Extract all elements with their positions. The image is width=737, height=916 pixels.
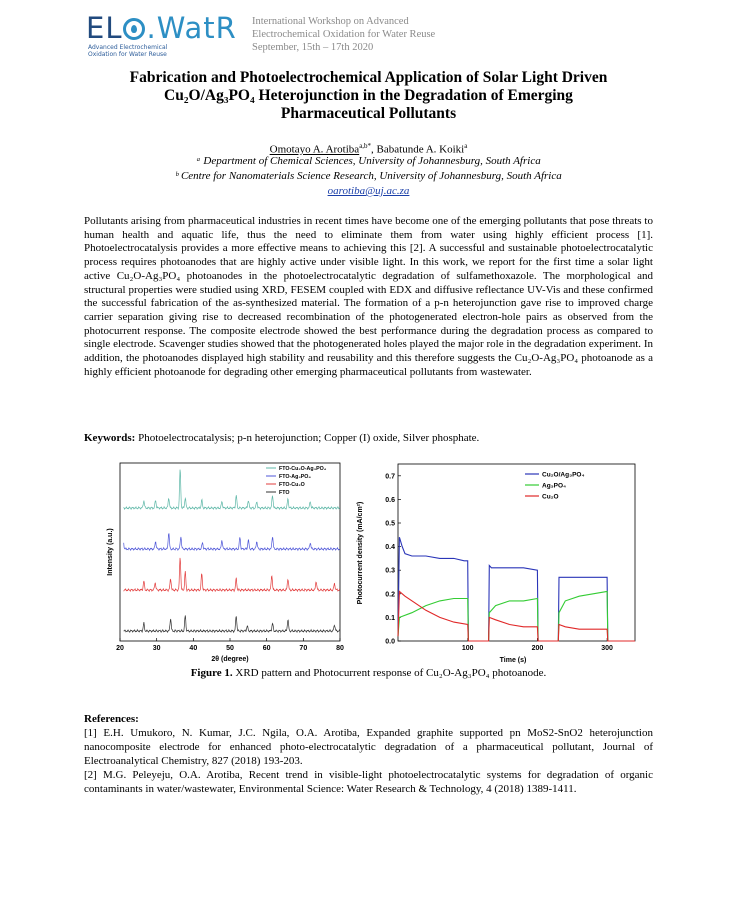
affiliation-b: ᵇ Centre for Nanomaterials Science Research, University of Johannesburg, South Africa bbox=[175, 170, 562, 182]
title-line-2: Cu₂O/Ag₃PO₄ Heterojunction in the Degradation of Emerging bbox=[164, 87, 573, 104]
photocurrent-chart bbox=[353, 458, 643, 668]
xrd-x-tick-label: 30 bbox=[152, 645, 161, 652]
paper-title bbox=[60, 69, 677, 123]
xrd-x-tick-label: 20 bbox=[116, 645, 124, 652]
author-1-affiliation: a,b* bbox=[359, 142, 372, 150]
photocurrent-series-line bbox=[398, 591, 635, 641]
logo-text-right: WatR bbox=[156, 11, 237, 45]
references bbox=[84, 712, 653, 796]
xrd-chart bbox=[100, 458, 350, 668]
author-2-affiliation: a bbox=[464, 142, 468, 150]
photocurrent-x-tick-label: 300 bbox=[601, 645, 613, 652]
xrd-series-line bbox=[124, 615, 340, 632]
xrd-legend-label: FTO-Cu₂O-Ag₃PO₄ bbox=[279, 466, 327, 472]
author-email-link[interactable]: oarotiba@uj.ac.za bbox=[327, 185, 410, 197]
photocurrent-legend-label: Ag₃PO₄ bbox=[542, 482, 567, 490]
photocurrent-legend-label: Cu₂O bbox=[542, 493, 559, 501]
photocurrent-legend-label: Cu₂O/Ag₃PO₄ bbox=[542, 471, 585, 479]
xrd-x-tick-label: 80 bbox=[336, 645, 344, 652]
figure-caption-text: XRD pattern and Photocurrent response of Cu₂O-Ag₃PO₄ photoanode. bbox=[232, 667, 547, 679]
xrd-legend-label: FTO-Cu₂O bbox=[279, 482, 305, 488]
reference-1: [1] E.H. Umukoro, N. Kumar, J.C. Ngila, O.A. Arotiba, Expanded graphite supported pn MoS2-SnO2 heterojunction nanocomposite electrode for enhanced photo-electrocatalytic degradation of a pharmaceutical pollutant, Journal of Electroanalytical Chemistry, 827 (2018) 193-203. bbox=[84, 727, 653, 767]
photocurrent-x-axis-label: Time (s) bbox=[499, 657, 527, 664]
conference-line-2: Electrochemical Oxidation for Water Reuse bbox=[252, 29, 436, 40]
photocurrent-y-axis-label: Photocurrent density (mA/cm²) bbox=[357, 501, 364, 605]
xrd-x-tick-label: 40 bbox=[189, 645, 198, 652]
author-1: Omotayo A. Arotiba bbox=[269, 143, 360, 156]
photocurrent-y-tick-label: 0.3 bbox=[385, 567, 395, 575]
abstract: Pollutants arising from pharmaceutical industries in recent times have become one of the emerging pollutants that pose threats to human health and aquatic life, thus the need to eliminate them from water using highly efficient process [1]. Photoelectrocatalysis provides a more effective means to achieving this [2]. A successful and sustainable photoelectrocatalytic process requires photoanodes that are highly active under visible light. In this work, we report for the first time a solar light active Cu₂O-Ag₃PO₄ photoanodes in the photoelectrocatalytic degradation of sulfamethoxazole. The morphological and structural properties were studied using XRD, FESEM coupled with EDX and diffusive reflectance UV-Vis and these confirmed the successful fabrication of the as-synthesized material. The formation of a p-n heterojunction gave rise to improved charge carrier separation giving rise to decreased recombination of the photogenerated electron-hole pairs as observed from the photocurrent response. The composite electrode showed the best performance during the degradation process as compared to single electrode. Scavenger studies showed that the photogenerated holes played the major role in the degradation experiment. In addition, the photoanodes displayed high stability and reusability and this therefore suggests the Cu₂O-Ag₃PO₄ photoanode as a highly efficient photoanode for degrading other emerging pharmaceutical pollutants from wastewater. bbox=[84, 215, 653, 378]
conference-line-1: International Workshop on Advanced bbox=[252, 16, 409, 27]
keywords-text: Photoelectrocatalysis; p-n heterojunction; Copper (I) oxide, Silver phosphate. bbox=[135, 432, 480, 444]
photocurrent-y-tick-label: 0.0 bbox=[385, 638, 395, 646]
xrd-legend-label: FTO bbox=[279, 490, 290, 496]
xrd-x-tick-label: 60 bbox=[262, 645, 271, 652]
conference-dates: September, 15th – 17th 2020 bbox=[252, 42, 374, 53]
title-line-1: Fabrication and Photoelectrochemical Application of Solar Light Driven bbox=[129, 69, 608, 86]
photocurrent-series-line bbox=[398, 591, 635, 641]
keywords bbox=[84, 431, 653, 445]
xrd-x-axis-label: 2θ (degree) bbox=[211, 656, 249, 663]
title-line-3: Pharmaceutical Pollutants bbox=[280, 105, 457, 122]
photocurrent-y-tick-label: 0.6 bbox=[385, 496, 395, 504]
photocurrent-y-tick-label: 0.4 bbox=[385, 544, 395, 552]
logo-text-left: EL bbox=[86, 11, 123, 45]
figure-caption-label: Figure 1. bbox=[190, 667, 233, 679]
photocurrent-y-tick-label: 0.2 bbox=[385, 591, 395, 599]
photocurrent-x-tick-label: 200 bbox=[531, 645, 544, 652]
photocurrent-y-tick-label: 0.7 bbox=[385, 473, 395, 481]
xrd-legend-label: FTO-Ag₃PO₄ bbox=[279, 474, 311, 480]
logo-subtitle-2: Oxidation for Water Reuse bbox=[88, 51, 167, 58]
conference-logo: EL .WatR Advanced Electrochemical Oxidation for Water Reuse bbox=[86, 11, 237, 58]
logo-subtitle-1: Advanced Electrochemical bbox=[88, 44, 168, 51]
xrd-x-tick-label: 50 bbox=[226, 645, 234, 652]
conference-info bbox=[252, 15, 435, 54]
references-heading: References: bbox=[84, 713, 139, 725]
affiliation-a: ᵃ Department of Chemical Sciences, University of Johannesburg, South Africa bbox=[196, 155, 541, 167]
xrd-x-tick-label: 70 bbox=[299, 645, 308, 652]
keywords-label: Keywords: bbox=[84, 432, 136, 444]
xrd-series-line bbox=[124, 558, 340, 591]
xrd-series-line bbox=[124, 533, 340, 550]
photocurrent-y-tick-label: 0.5 bbox=[385, 520, 395, 528]
water-drop-icon bbox=[123, 18, 145, 40]
figure-caption bbox=[0, 666, 737, 680]
xrd-y-axis-label: Intensity (a.u.) bbox=[107, 528, 114, 576]
photocurrent-x-tick-label: 100 bbox=[461, 645, 474, 652]
reference-2: [2] M.G. Peleyeju, O.A. Arotiba, Recent trend in visible-light photoelectrocatalytic systems for degradation of organic contaminants in water/wastewater, Environmental Science: Water Research & Technology, 4 (2018) 1389-1411. bbox=[84, 769, 653, 795]
author-2: , Babatunde A. Koiki bbox=[371, 143, 465, 156]
photocurrent-y-tick-label: 0.1 bbox=[385, 614, 395, 622]
